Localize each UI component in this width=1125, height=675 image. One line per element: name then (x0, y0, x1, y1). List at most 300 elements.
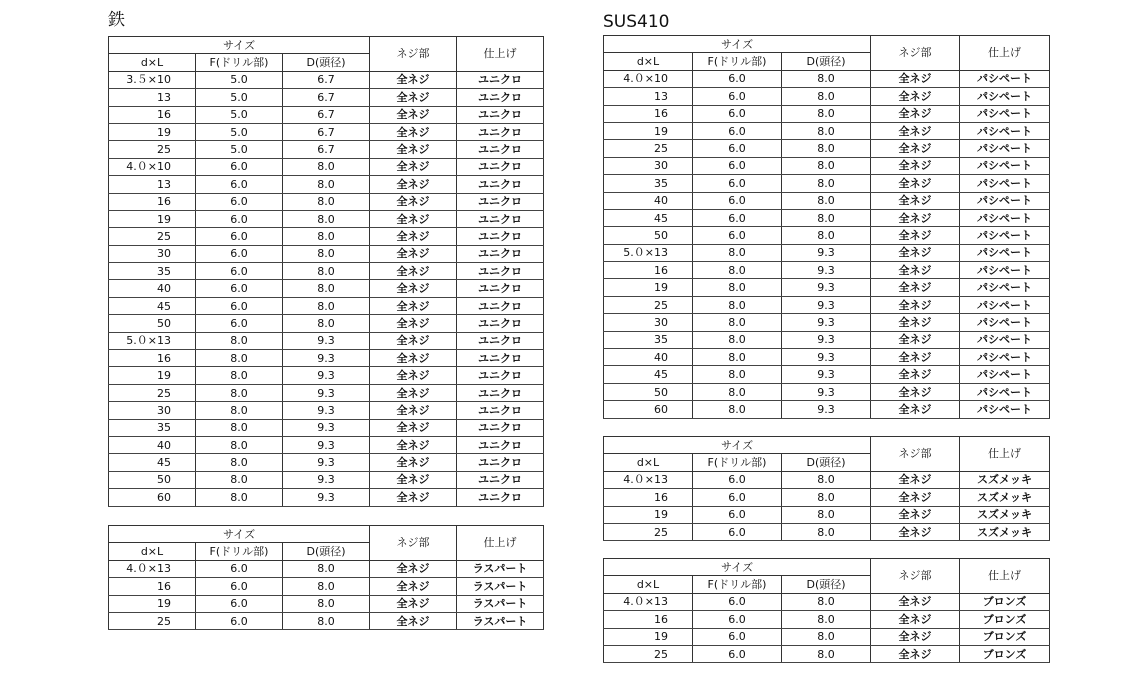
cell-thread: 全ネジ (871, 489, 960, 506)
cell-f-drill: 6.0 (196, 560, 283, 577)
cell-d-head: 9.3 (782, 262, 871, 279)
cell-thread: 全ネジ (871, 296, 960, 313)
cell-d-head: 8.0 (782, 611, 871, 628)
cell-finish: ユニクロ (457, 71, 544, 88)
header-dl: d×L (604, 576, 693, 593)
cell-thread: 全ネジ (370, 350, 457, 367)
cell-d-head: 8.0 (283, 193, 370, 210)
header-size: サイズ (604, 559, 871, 576)
table-row (109, 158, 544, 175)
cell-finish: ラスパート (457, 578, 544, 595)
cell-thread: 全ネジ (871, 506, 960, 523)
cell-f-drill: 8.0 (693, 262, 782, 279)
cell-d-head: 8.0 (782, 70, 871, 87)
cell-thread: 全ネジ (871, 523, 960, 540)
cell-f-drill: 8.0 (196, 332, 283, 349)
cell-dl: 50 (109, 315, 196, 332)
cell-d-head: 9.3 (283, 384, 370, 401)
cell-finish: パシペート (960, 157, 1050, 174)
cell-finish: ブロンズ (960, 611, 1050, 628)
cell-d-head: 9.3 (283, 419, 370, 436)
cell-f-drill: 6.0 (693, 157, 782, 174)
cell-thread: 全ネジ (871, 349, 960, 366)
cell-thread: 全ネジ (370, 595, 457, 612)
cell-d-head: 8.0 (283, 210, 370, 227)
cell-d-head: 8.0 (782, 628, 871, 645)
cell-finish: ユニクロ (457, 263, 544, 280)
cell-thread: 全ネジ (370, 471, 457, 488)
cell-d-head: 8.0 (782, 645, 871, 662)
cell-thread: 全ネジ (370, 489, 457, 506)
cell-finish: パシペート (960, 262, 1050, 279)
cell-thread: 全ネジ (370, 280, 457, 297)
cell-f-drill: 6.0 (693, 611, 782, 628)
cell-thread: 全ネジ (370, 106, 457, 123)
cell-finish: ユニクロ (457, 367, 544, 384)
cell-dl: 30 (109, 402, 196, 419)
cell-dl: 16 (604, 611, 693, 628)
table-row (604, 489, 1050, 506)
cell-finish: ユニクロ (457, 332, 544, 349)
cell-thread: 全ネジ (370, 123, 457, 140)
cell-f-drill: 8.0 (196, 350, 283, 367)
cell-f-drill: 8.0 (693, 314, 782, 331)
cell-d-head: 9.3 (782, 244, 871, 261)
cell-d-head: 9.3 (782, 349, 871, 366)
cell-f-drill: 6.0 (693, 628, 782, 645)
table-row (604, 122, 1050, 139)
table-row (109, 595, 544, 612)
cell-d-head: 8.0 (782, 105, 871, 122)
header-f-drill: F(ドリル部) (693, 53, 782, 70)
cell-dl: 35 (109, 419, 196, 436)
cell-finish: ユニクロ (457, 123, 544, 140)
table-row (604, 88, 1050, 105)
cell-thread: 全ネジ (871, 122, 960, 139)
header-size: サイズ (604, 36, 871, 53)
cell-f-drill: 6.0 (693, 88, 782, 105)
cell-d-head: 9.3 (782, 296, 871, 313)
cell-f-drill: 8.0 (196, 419, 283, 436)
cell-thread: 全ネジ (871, 331, 960, 348)
cell-dl: 25 (109, 141, 196, 158)
cell-d-head: 8.0 (782, 523, 871, 540)
cell-d-head: 9.3 (782, 366, 871, 383)
cell-d-head: 9.3 (283, 367, 370, 384)
table-row (109, 560, 544, 577)
cell-d-head: 8.0 (283, 263, 370, 280)
cell-f-drill: 6.0 (693, 122, 782, 139)
cell-finish: ブロンズ (960, 628, 1050, 645)
table-row (604, 401, 1050, 418)
cell-finish: パシペート (960, 105, 1050, 122)
cell-dl: 25 (109, 384, 196, 401)
table-row (109, 332, 544, 349)
cell-dl: 16 (109, 578, 196, 595)
cell-finish: ブロンズ (960, 593, 1050, 610)
header-f-drill: F(ドリル部) (693, 576, 782, 593)
cell-d-head: 9.3 (782, 331, 871, 348)
cell-thread: 全ネジ (370, 210, 457, 227)
cell-dl: 30 (604, 157, 693, 174)
cell-finish: ラスパート (457, 560, 544, 577)
cell-finish: パシペート (960, 209, 1050, 226)
cell-dl: 60 (604, 401, 693, 418)
cell-dl: 45 (109, 297, 196, 314)
cell-dl: 40 (109, 436, 196, 453)
cell-d-head: 6.7 (283, 106, 370, 123)
cell-f-drill: 6.0 (196, 193, 283, 210)
cell-finish: ユニクロ (457, 228, 544, 245)
cell-thread: 全ネジ (871, 262, 960, 279)
cell-finish: パシペート (960, 140, 1050, 157)
header-d-head: D(頭径) (782, 576, 871, 593)
cell-finish: パシペート (960, 279, 1050, 296)
cell-finish: パシペート (960, 244, 1050, 261)
cell-dl: 25 (109, 228, 196, 245)
header-dl: d×L (109, 54, 196, 71)
cell-dl: 45 (109, 454, 196, 471)
cell-dl: 35 (604, 175, 693, 192)
cell-finish: パシペート (960, 227, 1050, 244)
spec-table-sus-bronze (603, 558, 1050, 663)
cell-dl: 25 (604, 645, 693, 662)
cell-finish: ユニクロ (457, 471, 544, 488)
cell-d-head: 9.3 (283, 350, 370, 367)
table-row (604, 506, 1050, 523)
table-row (604, 471, 1050, 488)
cell-finish: ユニクロ (457, 454, 544, 471)
cell-finish: ユニクロ (457, 89, 544, 106)
cell-d-head: 9.3 (283, 436, 370, 453)
header-dl: d×L (109, 543, 196, 560)
cell-finish: パシペート (960, 366, 1050, 383)
cell-dl: 30 (109, 245, 196, 262)
cell-d-head: 8.0 (782, 140, 871, 157)
spec-table-tetsu-ruspert (108, 525, 544, 630)
cell-f-drill: 8.0 (196, 471, 283, 488)
table-row (604, 296, 1050, 313)
cell-dl: 30 (604, 314, 693, 331)
cell-d-head: 9.3 (782, 314, 871, 331)
cell-d-head: 8.0 (782, 192, 871, 209)
cell-d-head: 6.7 (283, 71, 370, 88)
cell-thread: 全ネジ (370, 245, 457, 262)
cell-dl: 40 (604, 349, 693, 366)
table-row (109, 419, 544, 436)
cell-finish: ユニクロ (457, 419, 544, 436)
cell-f-drill: 8.0 (693, 349, 782, 366)
cell-f-drill: 5.0 (196, 89, 283, 106)
cell-d-head: 9.3 (283, 489, 370, 506)
table-row (604, 593, 1050, 610)
table-row (109, 106, 544, 123)
cell-dl: 4.０×13 (109, 560, 196, 577)
cell-d-head: 6.7 (283, 141, 370, 158)
cell-f-drill: 6.0 (196, 578, 283, 595)
cell-thread: 全ネジ (871, 628, 960, 645)
cell-d-head: 8.0 (283, 245, 370, 262)
cell-thread: 全ネジ (871, 314, 960, 331)
table-row (604, 175, 1050, 192)
header-f-drill: F(ドリル部) (196, 543, 283, 560)
cell-d-head: 8.0 (283, 595, 370, 612)
cell-d-head: 8.0 (782, 227, 871, 244)
table-row (109, 263, 544, 280)
cell-f-drill: 5.0 (196, 106, 283, 123)
cell-thread: 全ネジ (370, 612, 457, 629)
cell-finish: パシペート (960, 88, 1050, 105)
cell-d-head: 8.0 (782, 122, 871, 139)
cell-thread: 全ネジ (871, 175, 960, 192)
cell-f-drill: 6.0 (196, 263, 283, 280)
cell-f-drill: 8.0 (196, 454, 283, 471)
table-row (604, 349, 1050, 366)
cell-f-drill: 8.0 (196, 384, 283, 401)
cell-finish: パシペート (960, 383, 1050, 400)
cell-dl: 50 (109, 471, 196, 488)
cell-thread: 全ネジ (370, 176, 457, 193)
header-d-head: D(頭径) (283, 543, 370, 560)
header-f-drill: F(ドリル部) (196, 54, 283, 71)
cell-finish: パシペート (960, 401, 1050, 418)
header-thread: ネジ部 (370, 526, 457, 561)
cell-dl: 16 (109, 193, 196, 210)
header-finish: 仕上げ (457, 526, 544, 561)
cell-f-drill: 8.0 (693, 383, 782, 400)
cell-d-head: 8.0 (782, 471, 871, 488)
header-thread: ネジ部 (370, 37, 457, 72)
cell-finish: パシペート (960, 296, 1050, 313)
cell-dl: 3.５×10 (109, 71, 196, 88)
cell-dl: 50 (604, 383, 693, 400)
spec-table-tetsu-unichrome (108, 36, 544, 507)
table-row (604, 105, 1050, 122)
cell-dl: 19 (604, 122, 693, 139)
cell-d-head: 8.0 (283, 297, 370, 314)
table-row (604, 331, 1050, 348)
cell-f-drill: 8.0 (693, 279, 782, 296)
cell-dl: 40 (109, 280, 196, 297)
table-row (604, 192, 1050, 209)
cell-dl: 16 (604, 105, 693, 122)
header-size: サイズ (604, 437, 871, 454)
header-d-head: D(頭径) (782, 53, 871, 70)
cell-thread: 全ネジ (370, 560, 457, 577)
cell-dl: 13 (109, 176, 196, 193)
cell-f-drill: 6.0 (693, 506, 782, 523)
cell-dl: 19 (109, 595, 196, 612)
cell-thread: 全ネジ (370, 578, 457, 595)
table-row (109, 228, 544, 245)
cell-finish: パシペート (960, 314, 1050, 331)
cell-f-drill: 6.0 (693, 209, 782, 226)
cell-d-head: 8.0 (782, 88, 871, 105)
table-row (109, 71, 544, 88)
cell-finish: ユニクロ (457, 245, 544, 262)
cell-thread: 全ネジ (871, 192, 960, 209)
cell-d-head: 8.0 (782, 506, 871, 523)
cell-f-drill: 5.0 (196, 141, 283, 158)
cell-dl: 19 (109, 367, 196, 384)
section-title-tetsu: 鉄 (108, 10, 125, 30)
table-row (604, 227, 1050, 244)
cell-finish: パシペート (960, 331, 1050, 348)
cell-dl: 4.０×10 (604, 70, 693, 87)
cell-f-drill: 6.0 (693, 645, 782, 662)
cell-f-drill: 6.0 (196, 210, 283, 227)
table-row (109, 367, 544, 384)
cell-thread: 全ネジ (871, 279, 960, 296)
cell-dl: 4.０×13 (604, 471, 693, 488)
cell-dl: 16 (604, 262, 693, 279)
table-row (109, 123, 544, 140)
cell-d-head: 9.3 (283, 471, 370, 488)
cell-thread: 全ネジ (871, 593, 960, 610)
table-row (604, 645, 1050, 662)
cell-dl: 40 (604, 192, 693, 209)
table-row (109, 315, 544, 332)
cell-finish: スズメッキ (960, 523, 1050, 540)
cell-finish: スズメッキ (960, 489, 1050, 506)
cell-d-head: 6.7 (283, 123, 370, 140)
cell-thread: 全ネジ (370, 332, 457, 349)
cell-dl: 45 (604, 209, 693, 226)
cell-thread: 全ネジ (871, 611, 960, 628)
cell-thread: 全ネジ (370, 436, 457, 453)
cell-finish: ユニクロ (457, 384, 544, 401)
cell-f-drill: 6.0 (196, 297, 283, 314)
cell-finish: ユニクロ (457, 297, 544, 314)
cell-thread: 全ネジ (370, 141, 457, 158)
table-row (604, 140, 1050, 157)
cell-f-drill: 8.0 (196, 402, 283, 419)
cell-finish: スズメッキ (960, 471, 1050, 488)
cell-dl: 19 (604, 279, 693, 296)
cell-dl: 60 (109, 489, 196, 506)
cell-d-head: 8.0 (782, 209, 871, 226)
cell-f-drill: 6.0 (693, 140, 782, 157)
cell-thread: 全ネジ (370, 367, 457, 384)
cell-f-drill: 6.0 (196, 245, 283, 262)
table-row (109, 210, 544, 227)
cell-d-head: 8.0 (283, 612, 370, 629)
cell-dl: 25 (109, 612, 196, 629)
cell-thread: 全ネジ (370, 158, 457, 175)
spec-table-sus-passivate (603, 35, 1050, 419)
cell-f-drill: 5.0 (196, 71, 283, 88)
cell-dl: 13 (109, 89, 196, 106)
cell-f-drill: 6.0 (196, 595, 283, 612)
table-row (109, 436, 544, 453)
table-row (604, 383, 1050, 400)
header-thread: ネジ部 (871, 36, 960, 71)
cell-finish: パシペート (960, 192, 1050, 209)
cell-f-drill: 6.0 (196, 315, 283, 332)
cell-thread: 全ネジ (871, 209, 960, 226)
cell-f-drill: 6.0 (693, 593, 782, 610)
cell-finish: ユニクロ (457, 106, 544, 123)
cell-thread: 全ネジ (370, 263, 457, 280)
cell-finish: ブロンズ (960, 645, 1050, 662)
table-row (604, 209, 1050, 226)
header-d-head: D(頭径) (283, 54, 370, 71)
table-row (604, 157, 1050, 174)
table-row (109, 297, 544, 314)
cell-f-drill: 6.0 (693, 471, 782, 488)
cell-thread: 全ネジ (871, 140, 960, 157)
cell-thread: 全ネジ (871, 227, 960, 244)
cell-dl: 19 (604, 506, 693, 523)
cell-finish: ユニクロ (457, 141, 544, 158)
cell-dl: 16 (109, 350, 196, 367)
table-row (604, 366, 1050, 383)
header-finish: 仕上げ (960, 559, 1050, 594)
cell-thread: 全ネジ (871, 471, 960, 488)
cell-thread: 全ネジ (871, 645, 960, 662)
cell-f-drill: 6.0 (693, 70, 782, 87)
header-f-drill: F(ドリル部) (693, 454, 782, 471)
cell-d-head: 8.0 (283, 560, 370, 577)
cell-dl: 5.０×13 (604, 244, 693, 261)
cell-d-head: 8.0 (782, 489, 871, 506)
table-row (109, 612, 544, 629)
cell-thread: 全ネジ (370, 71, 457, 88)
header-size: サイズ (109, 37, 370, 54)
header-dl: d×L (604, 454, 693, 471)
cell-finish: ユニクロ (457, 158, 544, 175)
cell-thread: 全ネジ (871, 366, 960, 383)
cell-f-drill: 6.0 (196, 158, 283, 175)
cell-d-head: 8.0 (283, 158, 370, 175)
cell-thread: 全ネジ (370, 89, 457, 106)
table-row (109, 141, 544, 158)
cell-d-head: 6.7 (283, 89, 370, 106)
cell-d-head: 9.3 (283, 454, 370, 471)
cell-f-drill: 6.0 (196, 228, 283, 245)
cell-finish: パシペート (960, 349, 1050, 366)
cell-dl: 35 (604, 331, 693, 348)
cell-f-drill: 6.0 (693, 105, 782, 122)
header-finish: 仕上げ (960, 36, 1050, 71)
cell-f-drill: 6.0 (693, 175, 782, 192)
table-row (109, 402, 544, 419)
cell-dl: 5.０×13 (109, 332, 196, 349)
cell-thread: 全ネジ (871, 401, 960, 418)
header-d-head: D(頭径) (782, 454, 871, 471)
cell-finish: ユニクロ (457, 436, 544, 453)
cell-dl: 25 (604, 140, 693, 157)
cell-thread: 全ネジ (370, 384, 457, 401)
header-dl: d×L (604, 53, 693, 70)
cell-thread: 全ネジ (370, 454, 457, 471)
cell-d-head: 8.0 (283, 228, 370, 245)
cell-thread: 全ネジ (871, 244, 960, 261)
table-row (604, 314, 1050, 331)
cell-dl: 19 (604, 628, 693, 645)
table-row (109, 454, 544, 471)
table-row (109, 489, 544, 506)
cell-thread: 全ネジ (370, 402, 457, 419)
cell-f-drill: 8.0 (693, 401, 782, 418)
table-row (109, 350, 544, 367)
table-row (604, 611, 1050, 628)
cell-f-drill: 6.0 (196, 280, 283, 297)
cell-finish: パシペート (960, 122, 1050, 139)
cell-dl: 4.０×10 (109, 158, 196, 175)
cell-thread: 全ネジ (370, 297, 457, 314)
cell-thread: 全ネジ (871, 157, 960, 174)
